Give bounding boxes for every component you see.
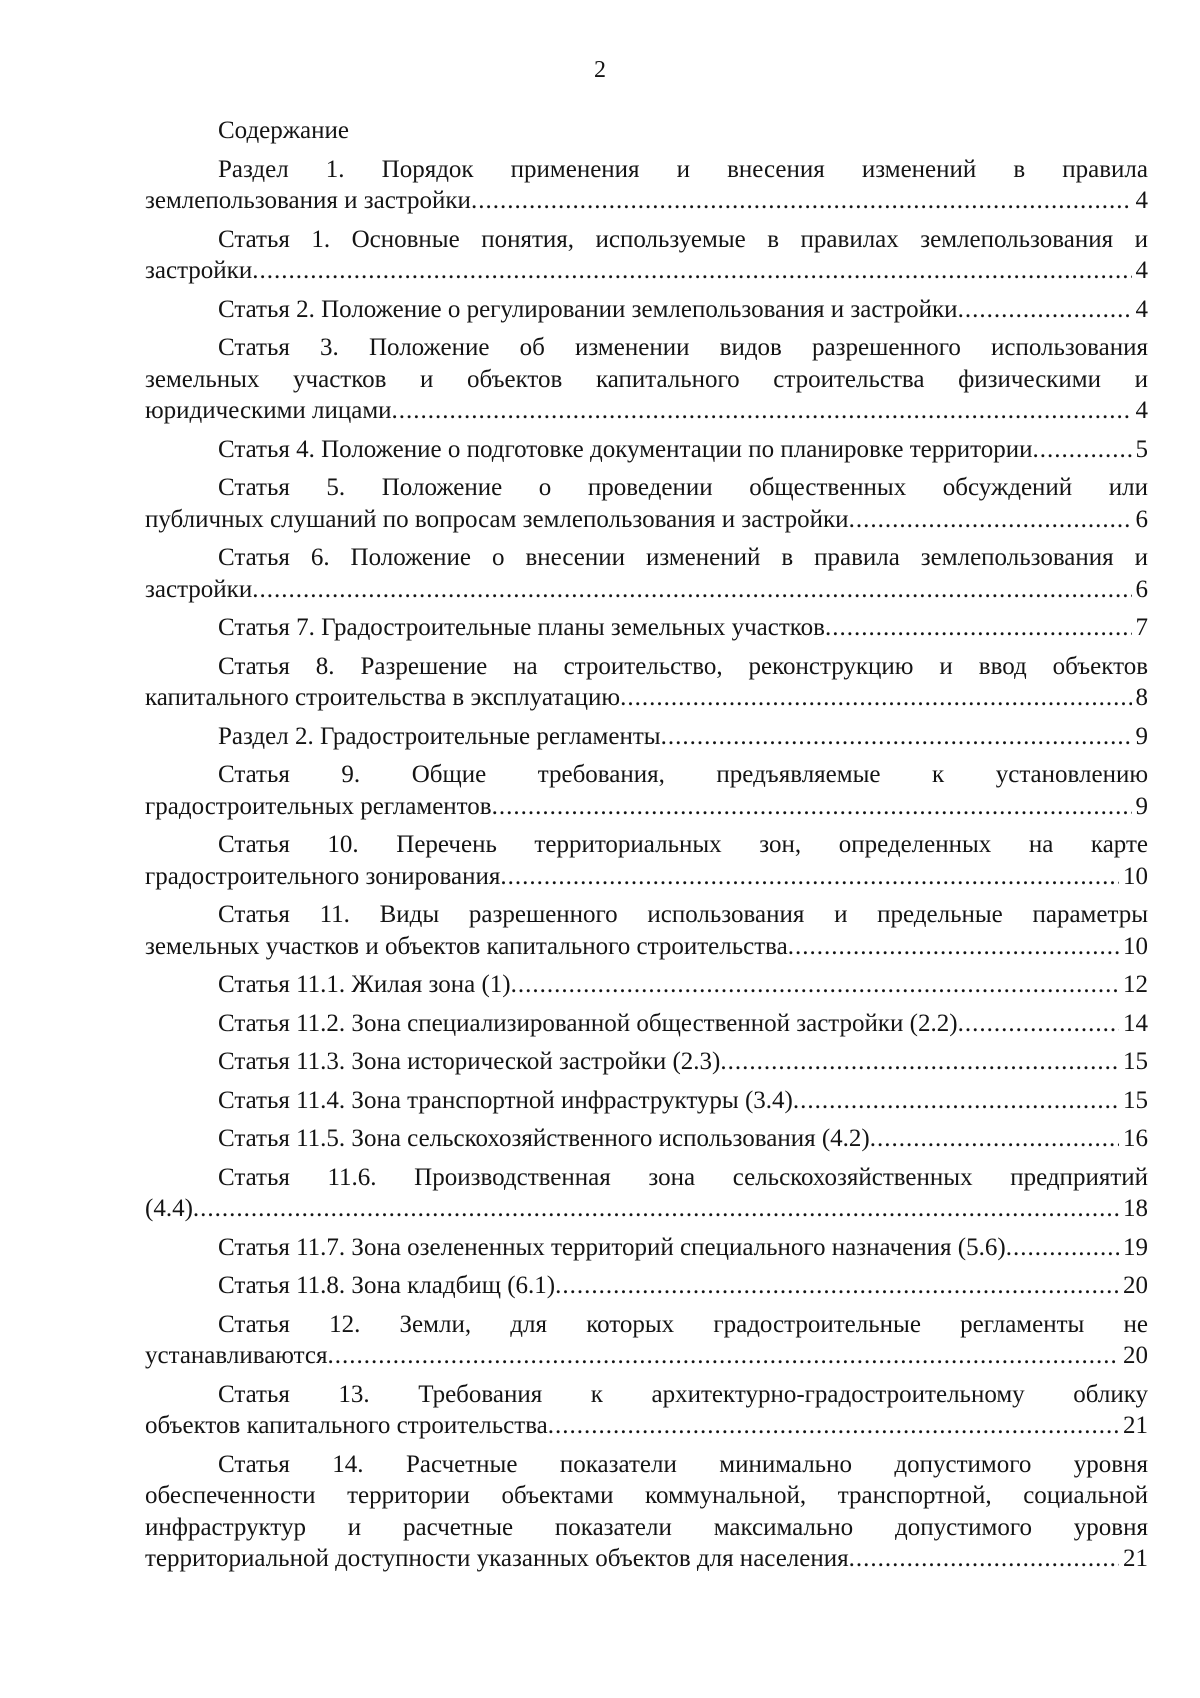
toc-entry-last-line — [145, 612, 1148, 644]
toc-entry-last-line — [145, 721, 1148, 753]
toc-entry-title: Раздел 2. Градостроительные регламенты — [218, 722, 661, 750]
toc-entry-last-line — [145, 791, 1148, 823]
toc-dot-leader — [252, 574, 1131, 606]
toc-dot-leader — [870, 1123, 1119, 1155]
toc-dot-leader — [825, 612, 1132, 644]
toc-page-number: 9 — [1135, 792, 1148, 820]
toc-entry-title: (4.4) — [145, 1195, 193, 1222]
toc-entry-line: Статья 13. Требования к архитектурно-градостроительному облику — [218, 1380, 1148, 1408]
toc-page-number: 16 — [1123, 1125, 1148, 1152]
toc-dot-leader — [392, 395, 1132, 427]
toc-page-number: 4 — [1135, 257, 1148, 284]
toc-entry-last-line — [145, 861, 1148, 893]
toc-entry-last-line — [145, 1008, 1148, 1040]
toc-dot-leader — [958, 294, 1132, 326]
toc-entry-title: Статья 11.1. Жилая зона (1) — [218, 971, 511, 998]
toc-dot-leader — [661, 721, 1132, 753]
toc-entry-last-line — [145, 931, 1148, 963]
toc-entry[interactable] — [145, 1123, 1148, 1155]
toc-dot-leader — [620, 682, 1131, 714]
toc-entry-title: Статья 11.5. Зона сельскохозяйственного использования (4.2) — [218, 1125, 870, 1152]
toc-page-number: 8 — [1135, 684, 1148, 711]
toc-page-number: 15 — [1123, 1086, 1148, 1114]
toc-entry-last-line — [145, 969, 1148, 1001]
toc-entry[interactable] — [145, 542, 1148, 605]
toc-entry-line: Статья 3. Положение об изменении видов разрешенного использования — [218, 334, 1148, 361]
toc-dot-leader — [849, 1543, 1119, 1575]
toc-entry-title: градостроительного зонирования — [145, 862, 501, 890]
toc-dot-leader — [1032, 434, 1131, 466]
toc-entry-title: Статья 2. Положение о регулировании землепользования и застройки — [218, 295, 958, 323]
toc-entry-last-line — [145, 395, 1148, 427]
toc-page-number: 4 — [1135, 187, 1148, 214]
toc-entry[interactable] — [145, 612, 1148, 644]
toc-entry-title: градостроительных регламентов — [145, 792, 492, 820]
toc-dot-leader — [548, 1410, 1119, 1442]
toc-entry-title: Статья 11.2. Зона специализированной общественной застройки (2.2) — [218, 1009, 958, 1037]
toc-entry-title: Статья 7. Градостроительные планы земельных участков — [218, 614, 825, 641]
toc-entry-title: Статья 11.4. Зона транспортной инфраструктуры (3.4) — [218, 1086, 793, 1114]
toc-dot-leader — [555, 1270, 1119, 1302]
toc-entry-line: обеспеченности территории объектами коммунальной, транспортной, социальной — [145, 1482, 1148, 1509]
toc-dot-leader — [252, 255, 1131, 287]
toc-entry-last-line — [145, 1340, 1148, 1372]
toc-entry-last-line — [145, 255, 1148, 287]
toc-entry-title: устанавливаются — [145, 1342, 328, 1369]
toc-entry[interactable] — [145, 224, 1148, 287]
toc-page-number: 19 — [1123, 1233, 1148, 1261]
toc-entry[interactable] — [145, 154, 1148, 217]
toc-heading: Содержание — [218, 117, 349, 144]
toc-entry-title: объектов капитального строительства — [145, 1412, 548, 1439]
toc-entry-title: Статья 4. Положение о подготовке документации по планировке территории — [218, 435, 1033, 463]
toc-entry-title: юридическими лицами — [145, 397, 392, 424]
toc-page-number: 12 — [1123, 971, 1148, 998]
toc-page-number: 14 — [1123, 1009, 1148, 1037]
toc-entry-last-line — [145, 294, 1148, 326]
toc-dot-leader — [793, 1085, 1119, 1117]
toc-entry-title: капитального строительства в эксплуатацию — [145, 684, 621, 711]
toc-entry-title: земельных участков и объектов капитального строительства — [145, 932, 788, 960]
toc-dot-leader — [788, 931, 1119, 963]
toc-entry-line: Статья 8. Разрешение на строительство, реконструкцию и ввод объектов — [218, 652, 1148, 680]
toc-entry-last-line — [145, 1085, 1148, 1117]
toc-entry-line: Статья 11. Виды разрешенного использования и предельные параметры — [218, 901, 1148, 928]
toc-dot-leader — [1006, 1232, 1119, 1264]
toc-dot-leader — [193, 1193, 1119, 1225]
toc-entry-line: Статья 11.6. Производственная зона сельскохозяйственных предприятий — [218, 1163, 1148, 1191]
toc-entry-title: землепользования и застройки — [145, 187, 471, 214]
toc-entry[interactable] — [145, 294, 1148, 326]
toc-entry-title: Статья 11.3. Зона исторической застройки (2.3) — [218, 1048, 721, 1075]
toc-dot-leader — [500, 861, 1119, 893]
toc-page-number: 15 — [1123, 1048, 1148, 1075]
toc-entry[interactable] — [145, 759, 1148, 822]
toc-entry[interactable] — [145, 899, 1148, 962]
toc-entry-line: земельных участков и объектов капитального строительства физическими и — [145, 365, 1148, 393]
toc-entry[interactable] — [145, 1046, 1148, 1078]
toc-dot-leader — [958, 1008, 1119, 1040]
toc-page-number: 18 — [1123, 1195, 1148, 1222]
toc-entry[interactable] — [145, 1379, 1148, 1442]
toc-entry-line: Статья 5. Положение о проведении общественных обсуждений или — [218, 474, 1148, 501]
toc-entry-line: Статья 1. Основные понятия, используемые в правилах землепользования и — [218, 225, 1148, 253]
toc-entry-last-line — [145, 1270, 1148, 1302]
toc-dot-leader — [849, 504, 1132, 536]
toc-entry-title: застройки — [145, 575, 253, 603]
toc-entry[interactable] — [145, 1449, 1148, 1575]
toc-entry[interactable] — [145, 434, 1148, 466]
toc-page-number: 9 — [1135, 722, 1148, 750]
toc-entry-last-line — [145, 1232, 1148, 1264]
toc-page-number: 20 — [1123, 1342, 1148, 1369]
toc-entry[interactable] — [145, 1085, 1148, 1117]
toc-entry-title: территориальной доступности указанных объектов для населения — [145, 1545, 849, 1572]
toc-dot-leader — [471, 185, 1132, 217]
toc-entry[interactable] — [145, 472, 1148, 535]
toc-entry-last-line — [145, 1410, 1148, 1442]
toc-page-number: 20 — [1123, 1272, 1148, 1299]
toc-dot-leader — [511, 969, 1119, 1001]
toc-entry[interactable] — [145, 1270, 1148, 1302]
toc-entry-line: Статья 10. Перечень территориальных зон, определенных на карте — [218, 831, 1148, 858]
toc-entry-line: Статья 9. Общие требования, предъявляемые к установлению — [218, 761, 1148, 788]
toc-entry-line: Статья 12. Земли, для которых градостроительные регламенты не — [218, 1310, 1148, 1338]
toc-entry-title: публичных слушаний по вопросам землепользования и застройки — [145, 505, 849, 533]
toc-page-number: 10 — [1123, 932, 1148, 960]
toc-entry-line: Раздел 1. Порядок применения и внесения изменений в правила — [218, 155, 1148, 183]
toc-dot-leader — [720, 1046, 1119, 1078]
toc-entry-last-line — [145, 504, 1148, 536]
toc-entry[interactable] — [145, 829, 1148, 892]
toc-entry[interactable] — [145, 332, 1148, 427]
toc-entry-title: Статья 11.7. Зона озелененных территорий специального назначения (5.6) — [218, 1233, 1006, 1261]
toc-entry-last-line — [145, 1193, 1148, 1225]
toc-entry-last-line — [145, 434, 1148, 466]
toc-entry[interactable] — [145, 1008, 1148, 1040]
toc-entry-last-line — [145, 185, 1148, 217]
toc-page-number: 10 — [1123, 862, 1148, 890]
toc-entries — [145, 154, 1148, 1575]
toc-entry[interactable] — [145, 1309, 1148, 1372]
toc-entry-title: Статья 11.8. Зона кладбищ (6.1) — [218, 1272, 556, 1299]
toc-dot-leader — [327, 1340, 1119, 1372]
toc-entry-last-line — [145, 682, 1148, 714]
toc-page-number: 21 — [1123, 1412, 1148, 1439]
toc-page-number: 6 — [1135, 505, 1148, 533]
page-number: 2 — [594, 57, 606, 83]
toc-page-number: 21 — [1123, 1545, 1148, 1572]
toc-entry-last-line — [145, 1123, 1148, 1155]
toc-entry-last-line — [145, 574, 1148, 606]
toc-entry[interactable] — [145, 969, 1148, 1001]
table-of-contents — [145, 115, 1148, 1582]
toc-page-number: 5 — [1135, 435, 1148, 463]
toc-entry-line: Статья 14. Расчетные показатели минимально допустимого уровня — [218, 1450, 1148, 1478]
toc-entry[interactable] — [145, 651, 1148, 714]
toc-page-number: 6 — [1135, 575, 1148, 603]
toc-entry[interactable] — [145, 721, 1148, 753]
toc-entry-last-line — [145, 1046, 1148, 1078]
toc-entry-line: Статья 6. Положение о внесении изменений в правила землепользования и — [218, 544, 1148, 571]
toc-page-number: 4 — [1135, 397, 1148, 424]
toc-entry[interactable] — [145, 1162, 1148, 1225]
toc-entry-title: застройки — [145, 257, 253, 284]
toc-entry-line: инфраструктур и расчетные показатели максимально допустимого уровня — [145, 1513, 1148, 1541]
toc-page-number: 7 — [1135, 614, 1148, 641]
toc-entry-last-line — [145, 1543, 1148, 1575]
toc-dot-leader — [492, 791, 1132, 823]
toc-page-number: 4 — [1135, 295, 1148, 323]
toc-entry[interactable] — [145, 1232, 1148, 1264]
